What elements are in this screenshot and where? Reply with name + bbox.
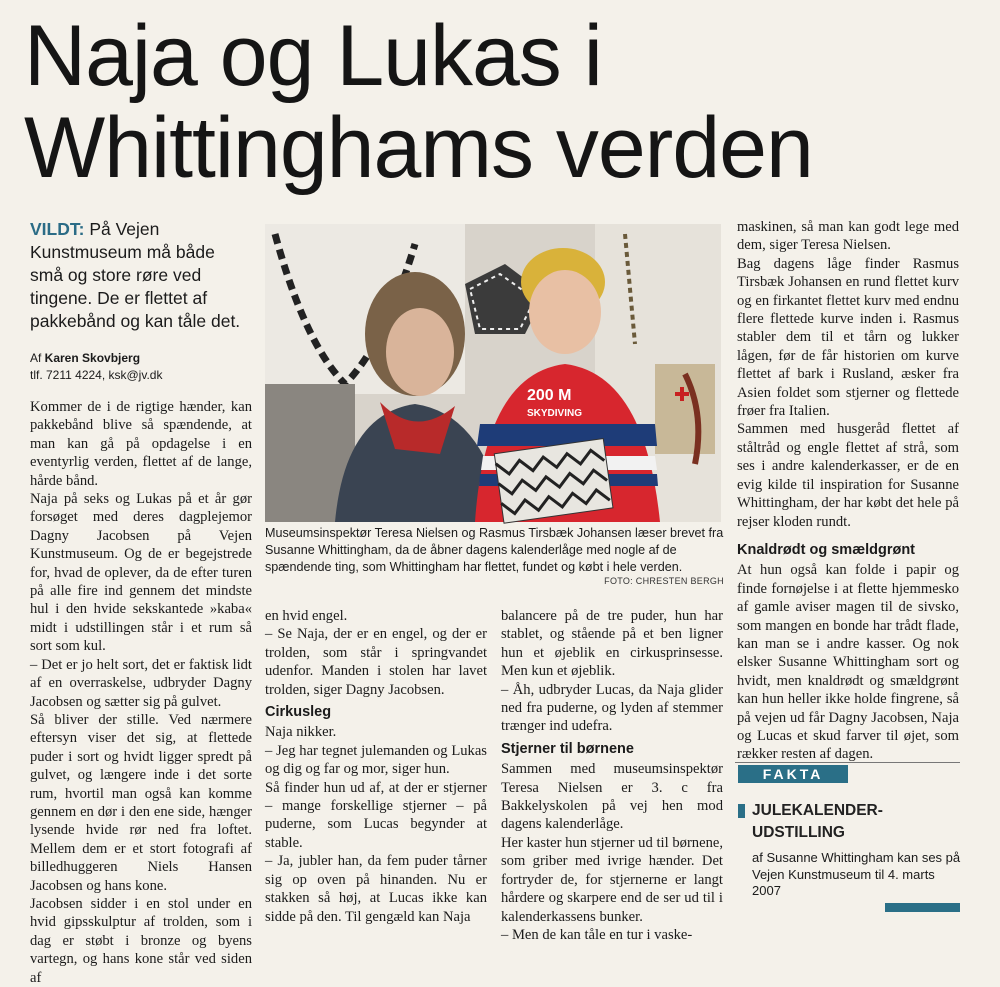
- lead-kicker: VILDT:: [30, 219, 85, 239]
- fakta-title-line-1: JULEKALENDER-: [752, 802, 883, 819]
- col2-paragraph: – Se Naja, der er en engel, og der er trolden, som står i springvandet udenfor. Manden i stolen har lavet trolden, siger Dagny Jacobsen.: [265, 626, 487, 698]
- col1-paragraph: Naja på seks og Lukas på et år gør forsøget med deres dagplejemor Dagny Jacobsen på Vejen Kunstmuseum. Og de er begejstrede for, hvad de oplever, da de efter turen på alle fire ind gennem det mindste hul i den hvide sekskantede »kaba« midt i udstillingen står i et rum så sort som kul.: [30, 491, 252, 655]
- article-column-2: [265, 607, 487, 926]
- col1-paragraph: Jacobsen sidder i en stol under en hvid gipsskulptur af trolden, som i dag er støbt i bronze og byens vartegn, og hans kone står ved siden af: [30, 895, 252, 986]
- byline: [30, 350, 252, 384]
- col1-paragraph: – Det er jo helt sort, det er faktisk lidt af en overraskelse, udbryder Dagny Jacobsen og sætter sig på gulvet.: [30, 656, 252, 710]
- photo-illustration: [265, 224, 721, 522]
- byline-prefix: Af: [30, 351, 45, 365]
- subheading-stjerner: Stjerner til børnene: [501, 740, 634, 757]
- byline-author: Karen Skovbjerg: [44, 351, 141, 365]
- headline: [24, 10, 984, 194]
- byline-contact: tlf. 7211 4224, ksk@jv.dk: [30, 368, 163, 382]
- photo-caption: Museumsinspektør Teresa Nielsen og Rasmus Tirsbæk Johansen læser brevet fra Susanne Whittingham, da de åbner dagens kalenderlåge med nogle af de spændende ting, som Whittingham har flettet, fundet og købt i hele verden.: [265, 526, 724, 574]
- col2-paragraph: Naja nikker.: [265, 724, 337, 741]
- lead-text: På Vejen Kunstmuseum må både små og store røre ved tingene. De er flettet af pakkebånd og kan tåle det.: [30, 219, 241, 331]
- col3-paragraph: Sammen med museumsinspektør Teresa Nielsen er 3. c fra Bakkelyskolen på vej hen mod dagens kalenderlåge.: [501, 761, 723, 833]
- col2-paragraph: – Jeg har tegnet julemanden og Lukas og dig og far og mor, siger hun.: [265, 742, 487, 778]
- article-column-4: [737, 218, 959, 764]
- subheading-cirkusleg: Cirkusleg: [265, 704, 332, 721]
- col2-paragraph: en hvid engel.: [265, 608, 348, 624]
- col3-paragraph: Her kaster hun stjerner ud til børnene, som griber med ivrige hænder. Det fortryder de, for stjernerne er langt hårdere og skarpere end de ser ud til i kalenderkassens bunker.: [501, 834, 723, 925]
- article-column-3: [501, 607, 723, 944]
- col1-paragraph: Så bliver der stille. Ved nærmere eftersyn viser det sig, at flettede puder i sort og hvidt ligger spredt på gulvet, og længere inde i det sorte rum, hvortil man også kan komme gennem en dør i den ene side, hænger lysende hvide rør ned fra loftet. Mellem dem er et stort fotografi af billedhuggeren Niels Hansen Jacobsen og hans kone.: [30, 711, 252, 894]
- col4-paragraph: maskinen, så man kan godt lege med dem, siger Teresa Nielsen.: [737, 219, 959, 254]
- headline-line-2: Whittinghams verden: [24, 100, 813, 196]
- col3-paragraph: – Åh, udbryder Lucas, da Naja glider ned fra puderne, og lyden af stemmer trænger ind udefra.: [501, 681, 723, 735]
- article-column-1: [30, 398, 252, 987]
- fakta-title-line-2: UDSTILLING: [752, 824, 845, 841]
- fakta-bottom-bar: [885, 903, 960, 912]
- fakta-text: af Susanne Whittingham kan ses på Vejen Kunstmuseum til 4. marts 2007: [752, 850, 961, 898]
- headline-line-1: Naja og Lukas i: [24, 8, 602, 104]
- col2-paragraph: Så finder hun ud af, at der er stjerner – mange forskellige stjerner – på puderne, som Lucas begynder at stable.: [265, 779, 487, 851]
- col4-paragraph: Sammen med husgeråd flettet af ståltråd og engle flettet af strå, som ses i andre kalenderkasser, er de en evig kilde til inspiration for Susanne Whittingham, der har købt det hele på rejser kloden rundt.: [737, 421, 959, 530]
- fakta-title: [752, 800, 962, 844]
- subheading-knaldroedt: Knaldrødt og smældgrønt: [737, 541, 916, 558]
- fakta-label: FAKTA: [738, 765, 848, 783]
- col3-paragraph: balancere på de tre puder, hun har stablet, og stående på et ben ligner hun et øjeblik en cirkusprinsesse. Men kun et øjeblik.: [501, 608, 723, 680]
- photo-credit: FOTO: CHRESTEN BERGH: [604, 576, 724, 586]
- col2-paragraph: – Ja, jubler han, da fem puder tårner sig op oven på hinanden. Nu er stakken så høj, at Lucas ikke kan sidde på den. Til gengæld kan Naja: [265, 853, 487, 925]
- col1-paragraph: Kommer de i de rigtige hænder, kan pakkebånd blive så spændende, at man kan gå på opdagelse i en eventyrlig verden, flettet af de lange, hårde bånd.: [30, 399, 252, 489]
- article-photo: [265, 224, 721, 522]
- col3-paragraph: – Men de kan tåle en tur i vaske-: [501, 926, 693, 943]
- sweater-text-2: SKYDIVING: [527, 408, 583, 419]
- lead-paragraph: [30, 218, 252, 333]
- col4-paragraph: At hun også kan folde i papir og finde fornøjelse i at flette hjemmesko af gamle aviser magen til de sivsko, som mangen en bonde har trådt flade, kan man se i andre kasser. Og nok elsker Susanne Whittingham sort og hvidt, men knaldrødt og smældgrønt kan hun heller ikke holde fingrene, så på vejen ud får Dagny Jacobsen, Naja og Lucas et skud farver til øjet, som rækker resten af dagen.: [737, 562, 959, 763]
- fakta-marker: [738, 804, 745, 818]
- fakta-top-rule: [735, 762, 960, 763]
- sweater-text-1: 200 M: [527, 387, 572, 404]
- col4-paragraph: Bag dagens låge finder Rasmus Tirsbæk Johansen en rund flettet kurv og en firkantet flettet kurv med endnu flere flettede kurve inden i. Rasmus stabler dem til et tårn og lukker lågen, før de får historien om kurve flettet af bark i Rusland, æsker fra Asien foldet som stjerner og flettede frøer fra Italien.: [737, 255, 959, 420]
